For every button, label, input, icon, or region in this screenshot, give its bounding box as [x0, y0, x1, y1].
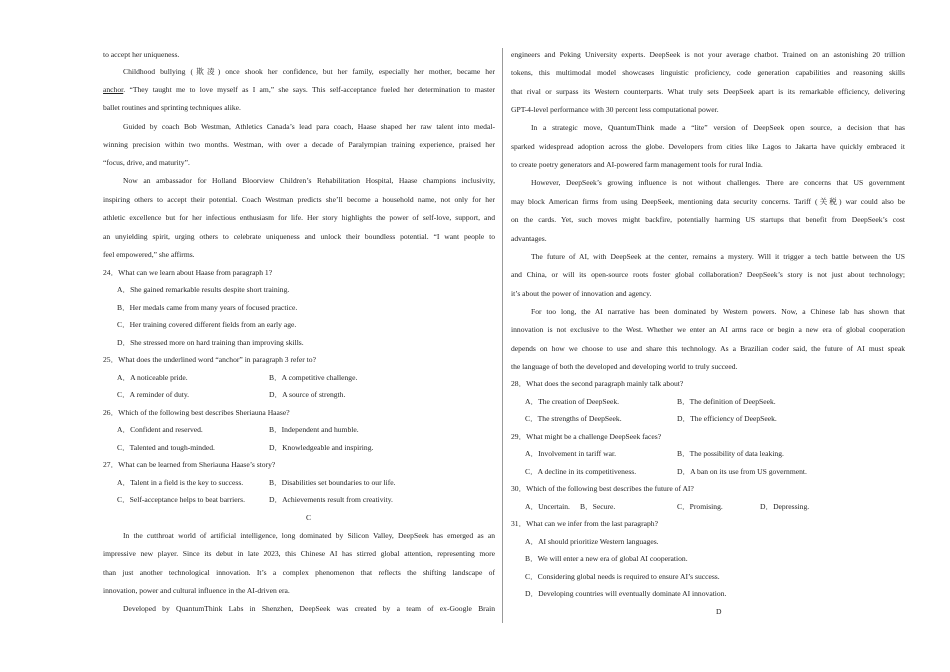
paragraph-line: The future of AI, with DeepSeek at the center, remains a mystery. Will it trigger a tech battle between the US [531, 252, 905, 261]
paragraph-line: inspiring others to accept their potential. Coach Westman predicts she’ll become a household name, not only for her [103, 195, 495, 204]
q27-option-c: C．Self-acceptance helps to beat barriers. [117, 495, 245, 504]
paragraph-line: anchor. “They taught me to love myself as I am,” she says. This self-acceptance fueled her determination to master [103, 85, 495, 94]
paragraph-line: to create poetry generators and AI-powered farm management tools for rural India. [511, 160, 763, 169]
q28-options-row [511, 415, 905, 423]
q25-options-row [103, 374, 495, 382]
q29-option-a: A．Involvement in tariff war. [525, 449, 616, 458]
paragraph-line: However, DeepSeek’s growing influence is not without challenges. There are concerns that US government [531, 178, 905, 187]
question-29-stem: 29．What might be a challenge DeepSeek faces? [511, 432, 662, 441]
question-26-stem: 26．Which of the following best describes Sheriauna Haase? [103, 408, 290, 417]
paragraph-line: innovation, power and cultural influence in the AI-driven era. [103, 586, 290, 595]
q27-options-row [103, 496, 495, 504]
paragraph-line: Developed by QuantumThink Labs in Shenzhen, DeepSeek was created by a team of ex-Google Brain [123, 604, 495, 613]
q28-option-a: A．The creation of DeepSeek. [525, 397, 620, 406]
column-divider [502, 48, 503, 623]
paragraph-line: depends on how we choose to use and share this technology. As a Brazilian coder said, the future of AI must speak [511, 344, 905, 353]
paragraph-line: it’s about the power of innovation and agency. [511, 289, 652, 298]
q26-options-row [103, 426, 495, 434]
q29-option-c: C．A decline in its competitiveness. [525, 467, 637, 476]
q25-option-d: D．A source of strength. [269, 390, 346, 399]
paragraph-line: sparked widespread adoption across the globe. Developers from cities like Lagos to Jakarta have quickly embraced it [511, 142, 905, 151]
q25-options-row [103, 391, 495, 399]
q25-option-b: B．A competitive challenge. [269, 373, 358, 382]
q31-option-b: B．We will enter a new era of global AI cooperation. [525, 554, 688, 563]
paragraph-line: advantages. [511, 234, 547, 243]
q26-option-c: C．Talented and tough-minded. [117, 443, 215, 452]
paragraph-line: GPT-4-level performance with 30 percent less computational power. [511, 105, 719, 114]
paragraph-line: and China, or will its open-source roots foster global collaboration? DeepSeek’s story is not just about technology; [511, 270, 905, 279]
q30-options-row [511, 503, 905, 511]
paragraph-line: tokens, this multimodal model showcases linguistic proficiency, code generation capabilities and reasoning skills [511, 68, 905, 77]
question-31-stem: 31．What can we infer from the last paragraph? [511, 519, 658, 528]
q28-option-d: D．The efficiency of DeepSeek. [677, 414, 777, 423]
q28-option-c: C．The strengths of DeepSeek. [525, 414, 622, 423]
paragraph-line: Guided by coach Bob Westman, Athletics Canada’s lead para coach, Haase shaped her raw talent into medal- [123, 122, 495, 131]
paragraph-line: an unyielding spirit, urging others to celebrate uniqueness and unlock their boundless potential. “I want people to [103, 232, 495, 241]
paragraph-line: feel empowered,” she affirms. [103, 250, 195, 259]
q30-option-a: A．Uncertain. [525, 502, 570, 511]
q29-options-row [511, 468, 905, 476]
section-heading-c: C [306, 513, 312, 522]
paragraph-line: Now an ambassador for Holland Bloorview Children’s Rehabilitation Hospital, Haase champions inclusivity, [123, 176, 495, 185]
paragraph-line: on the cards. Yet, such moves might backfire, potentially harming US startups that benefit from DeepSeek’s cost [511, 215, 905, 224]
paragraph-line: “focus, drive, and maturity”. [103, 158, 190, 167]
q30-option-c: C．Promising. [677, 502, 723, 511]
q31-option-d: D．Developing countries will eventually dominate AI innovation. [525, 589, 727, 598]
paragraph-line: Childhood bullying (欺凌) once shook her confidence, but her family, especially her mother, became her [123, 67, 495, 76]
q29-option-d: D．A ban on its use from US government. [677, 467, 807, 476]
q27-options-row [103, 479, 495, 487]
q25-option-c: C．A reminder of duty. [117, 390, 190, 399]
question-24-stem: 24．What can we learn about Haase from paragraph 1? [103, 268, 273, 277]
q29-options-row [511, 450, 905, 458]
q28-options-row [511, 398, 905, 406]
q29-option-b: B．The possibility of data leaking. [677, 449, 784, 458]
paragraph-line: In a strategic move, QuantumThink made a “lite” version of DeepSeek open source, a decision that has [531, 123, 905, 132]
question-27-stem: 27．What can be learned from Sheriauna Haase’s story? [103, 460, 276, 469]
q24-option-c: C．Her training covered different fields from an early age. [117, 320, 297, 329]
q30-option-b: B．Secure. [580, 502, 616, 511]
q27-option-b: B．Disabilities set boundaries to our life. [269, 478, 396, 487]
section-heading-d: D [716, 607, 722, 616]
q30-option-d: D．Depressing. [760, 502, 810, 511]
q27-option-d: D．Achievements result from creativity. [269, 495, 393, 504]
paragraph-line: winning precision within two months. Westman, with over a decade of Paralympian training experience, praised her [103, 140, 495, 149]
q26-options-row [103, 444, 495, 452]
q31-option-c: C．Considering global needs is required to ensure AI’s success. [525, 572, 720, 581]
question-28-stem: 28．What does the second paragraph mainly talk about? [511, 379, 684, 388]
paragraph-line: engineers and Peking University experts. DeepSeek is not your average chatbot. Trained on an astonishing 20 trillion [511, 50, 905, 59]
question-30-stem: 30．Which of the following best describes the future of AI? [511, 484, 694, 493]
q24-option-a: A．She gained remarkable results despite short training. [117, 285, 290, 294]
question-25-stem: 25．What does the underlined word “anchor” in paragraph 3 refer to? [103, 355, 316, 364]
paragraph-line: to accept her uniqueness. [103, 50, 180, 59]
q28-option-b: B．The definition of DeepSeek. [677, 397, 776, 406]
q24-option-b: B．Her medals came from many years of focused practice. [117, 303, 298, 312]
q31-option-a: A．AI should prioritize Western languages. [525, 537, 659, 546]
paragraph-line: may block American firms from using DeepSeek, mentioning data security concerns. Tariff (关税) war could also be [511, 197, 905, 206]
q26-option-d: D．Knowledgeable and inspiring. [269, 443, 374, 452]
q26-option-b: B．Independent and humble. [269, 425, 359, 434]
paragraph-line: athletic excellence but for her infectious enthusiasm for life. Her story highlights the power of self-love, support, and [103, 213, 495, 222]
paragraph-line: the language of both the developed and developing world to truly succeed. [511, 362, 738, 371]
underlined-word-anchor: anchor [103, 85, 124, 94]
q24-option-d: D．She stressed more on hard training than improving skills. [117, 338, 304, 347]
paragraph-line: than just another technological innovation. It’s a complex phenomenon that reflects the shifting landscape of [103, 568, 495, 577]
paragraph-line: innovation is not exclusive to the West. Whether we enter an AI arms race or begin a new era of global cooperation [511, 325, 905, 334]
q27-option-a: A．Talent in a field is the key to success. [117, 478, 244, 487]
paragraph-line: ballet routines and sprinting techniques alike. [103, 103, 241, 112]
paragraph-line: that rival or surpass its Western counterparts. What truly sets DeepSeek apart is its remarkable efficiency, delivering [511, 87, 905, 96]
q26-option-a: A．Confident and reserved. [117, 425, 203, 434]
paragraph-line: For too long, the AI narrative has been dominated by Western powers. Now, a Chinese lab has shown that [531, 307, 905, 316]
q25-option-a: A．A noticeable pride. [117, 373, 188, 382]
paragraph-line: In the cutthroat world of artificial intelligence, long dominated by Silicon Valley, DeepSeek has emerged as an [123, 531, 495, 540]
paragraph-line: impressive new player. Since its debut in late 2023, this Chinese AI has stirred global attention, representing more [103, 549, 495, 558]
